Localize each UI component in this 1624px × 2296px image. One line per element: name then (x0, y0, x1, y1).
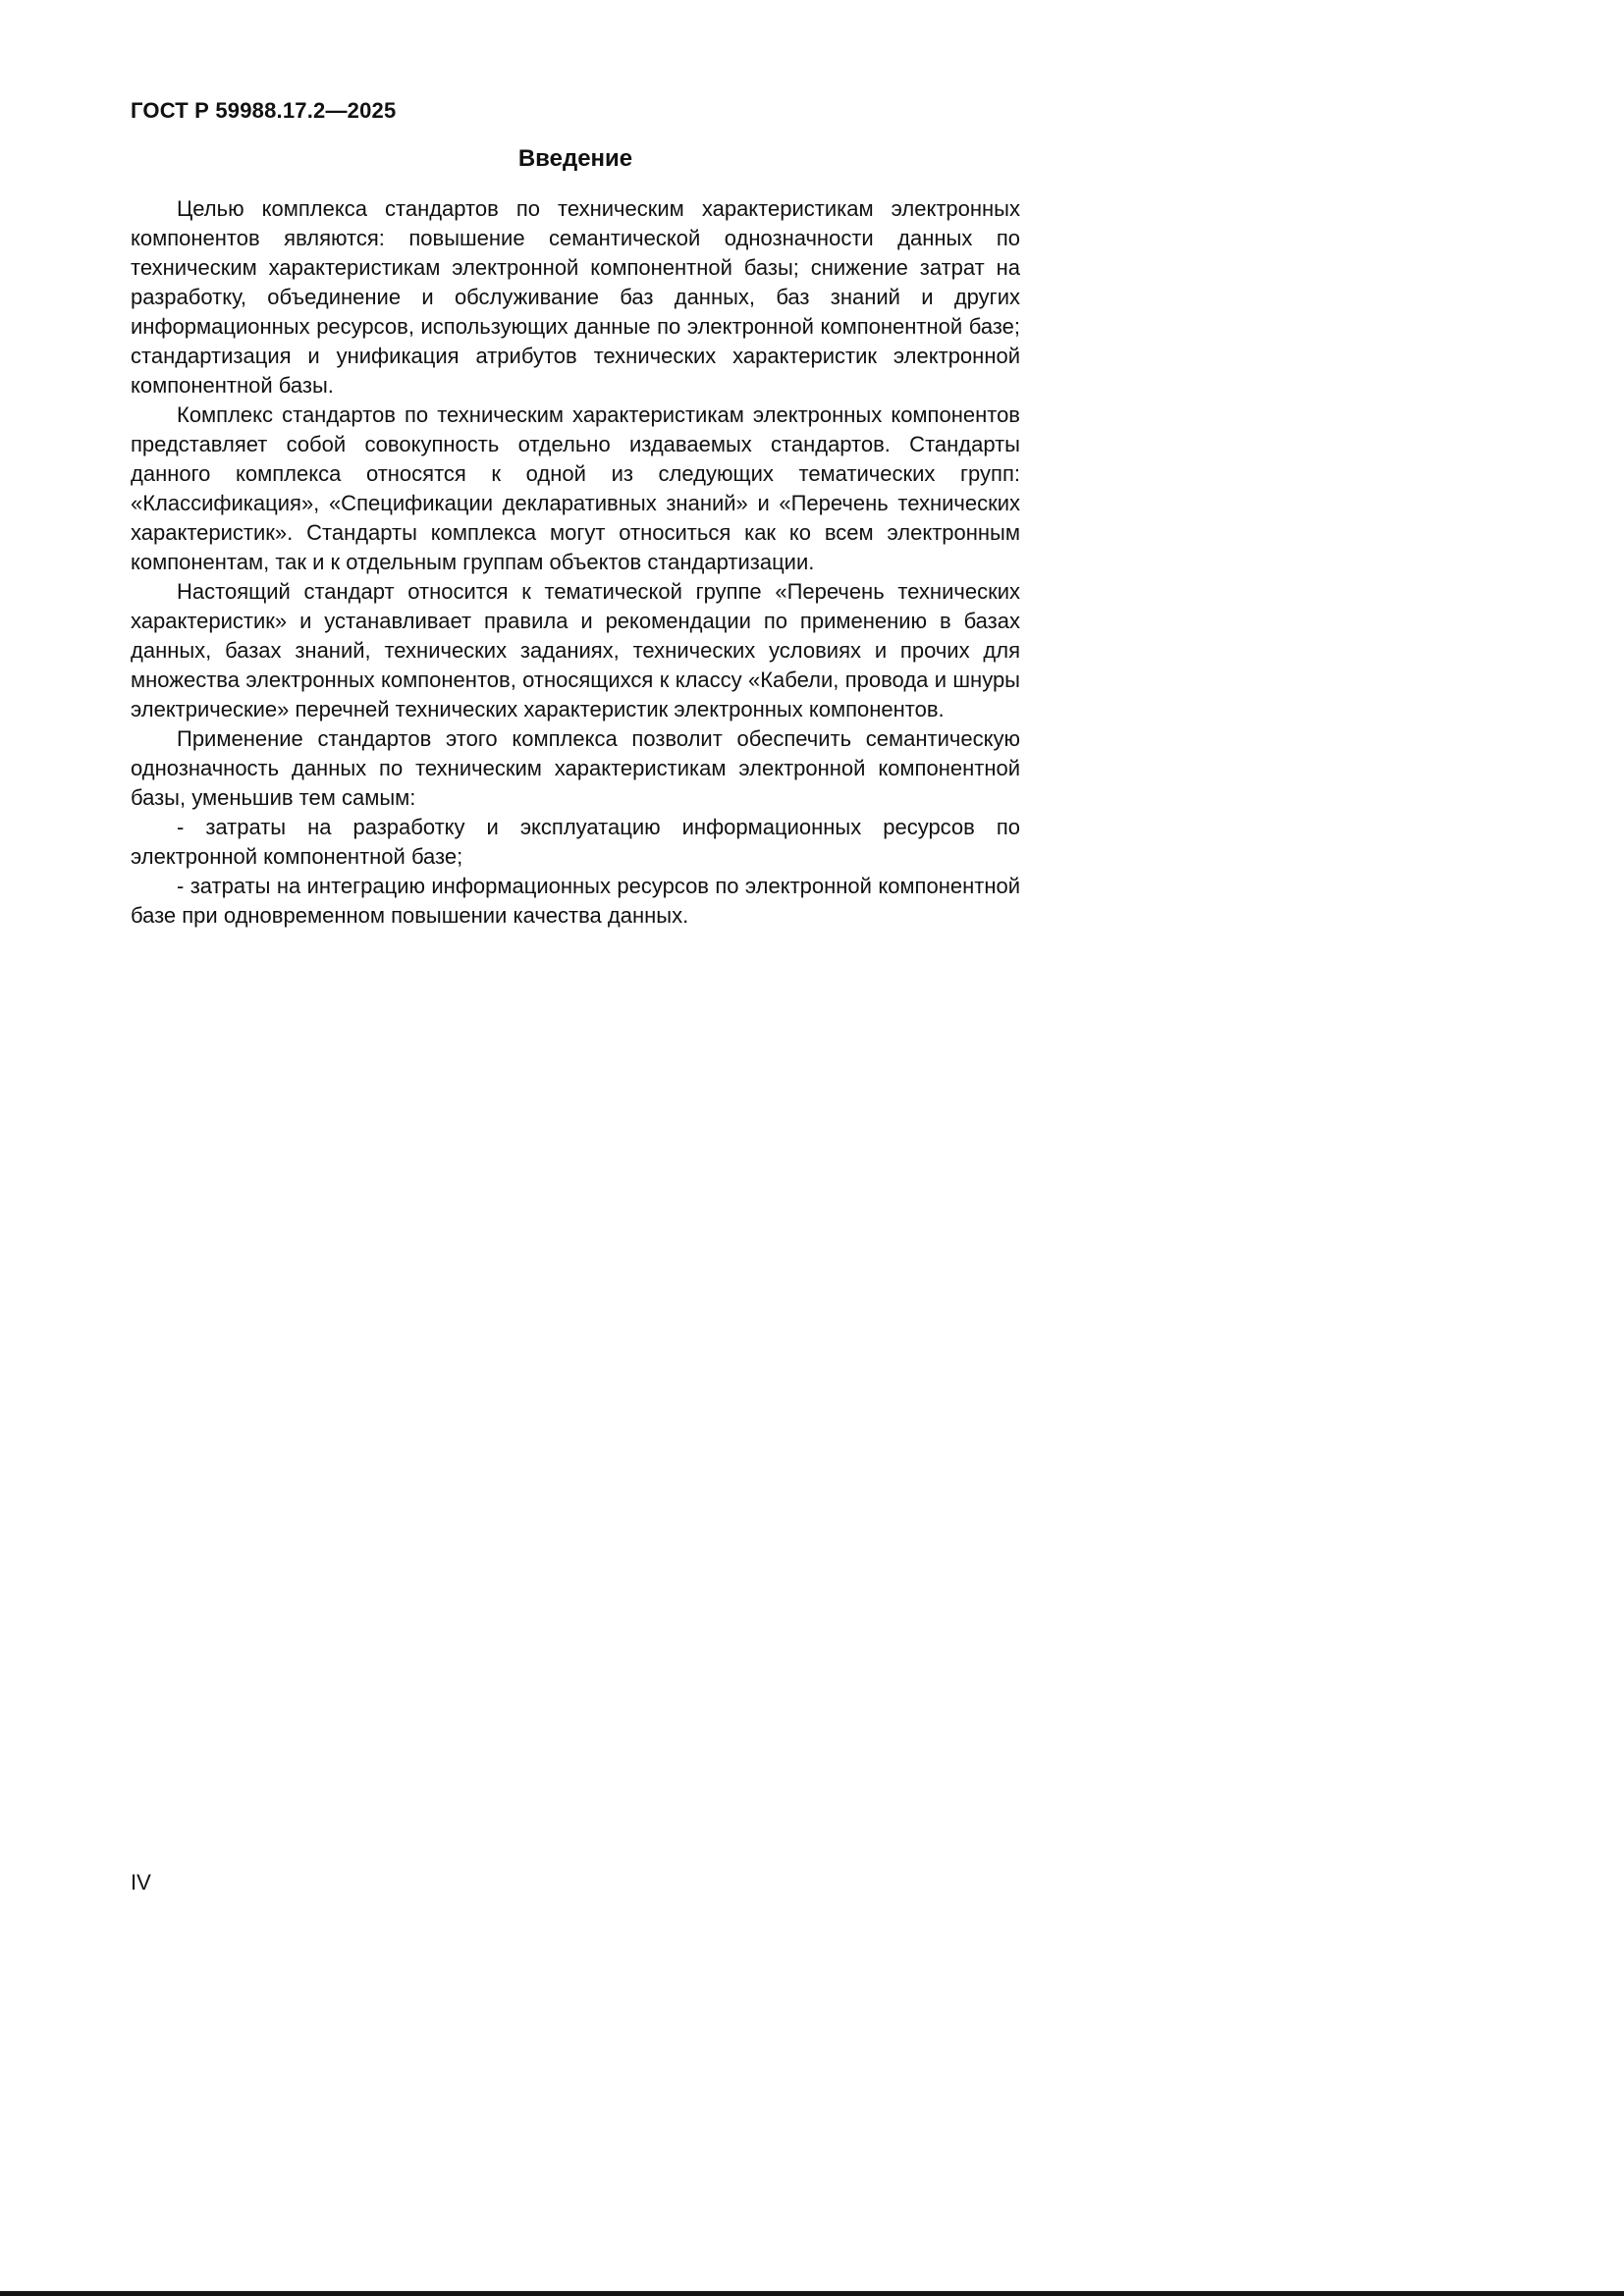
paragraph: Комплекс стандартов по техническим характеристикам электронных компонентов представляет собой совокупность отдельно издаваемых стандартов. Стандарты данного комплекса относятся к одной из следующих тематических групп: «Классификация», «Спецификации декларативных знаний» и «Перечень технических характеристик». Стандарты комплекса могут относиться как ко всем электронным компонентам, так и к отдельным группам объектов стандартизации. (131, 402, 1020, 574)
list-item: - затраты на разработку и эксплуатацию информационных ресурсов по электронной компонентной базе; (131, 815, 1020, 869)
list-item: - затраты на интеграцию информационных ресурсов по электронной компонентной базе при одновременном повышении качества данных. (131, 874, 1020, 928)
page-content (131, 98, 1020, 931)
document-code: ГОСТ Р 59988.17.2—2025 (131, 98, 397, 123)
paragraph: Целью комплекса стандартов по техническим характеристикам электронных компонентов являются: повышение семантической однозначности данных по техническим характеристикам электронной компонентной базы; снижение затрат на разработку, объединение и обслуживание баз данных, баз знаний и других информационных ресурсов, использующих данные по электронной компонентной базе; стандартизация и унификация атрибутов технических характеристик электронной компонентной базы. (131, 196, 1020, 398)
paragraph: Применение стандартов этого комплекса позволит обеспечить семантическую однозначность данных по техническим характеристикам электронной компонентной базы, уменьшив тем самым: (131, 726, 1020, 810)
introduction-text (131, 194, 1020, 931)
section-title: Введение (517, 145, 633, 172)
paragraph: Настоящий стандарт относится к тематической группе «Перечень технических характеристик» и устанавливает правила и рекомендации по применению в базах данных, базах знаний, технических заданиях, технических условиях и прочих для множества электронных компонентов, относящихся к классу «Кабели, провода и шнуры электрические» перечней технических характеристик электронных компонентов. (131, 579, 1020, 721)
page-number: IV (131, 1870, 151, 1895)
scan-edge-artifact (0, 2291, 1624, 2296)
